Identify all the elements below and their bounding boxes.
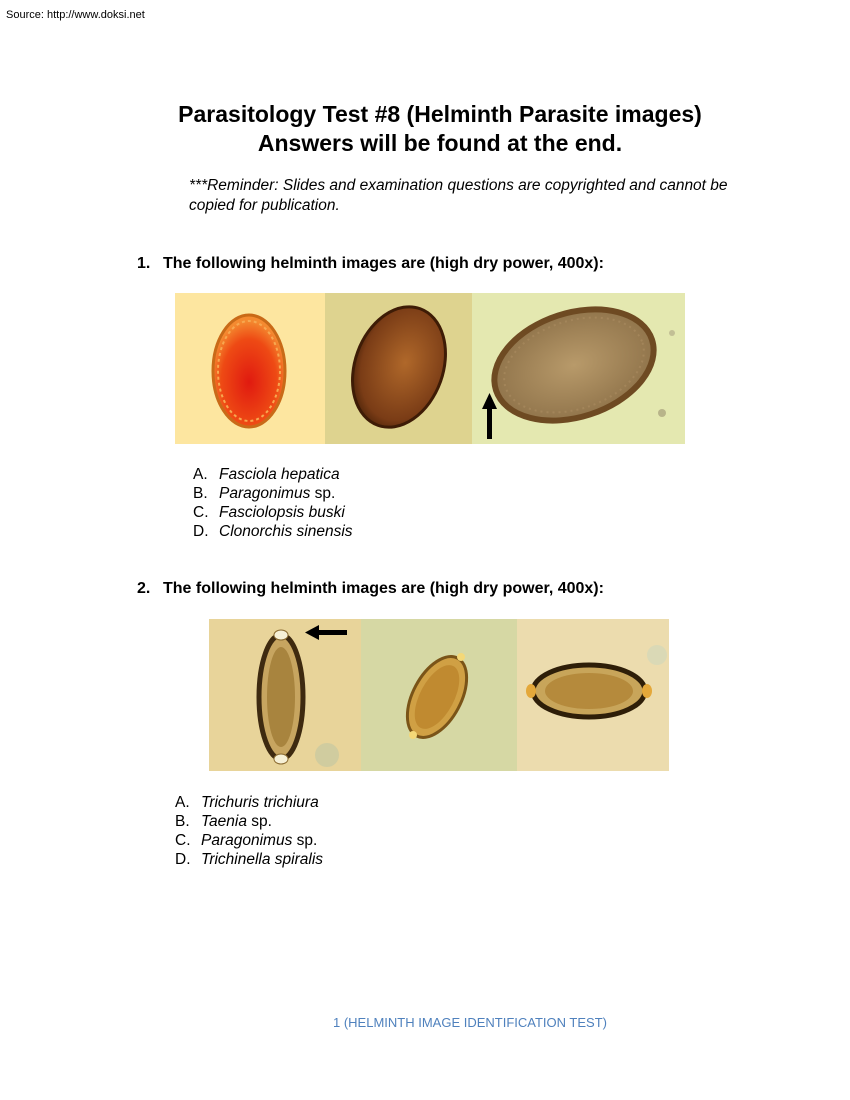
page-title — [0, 100, 850, 158]
micrograph-2a — [209, 619, 361, 771]
micrograph-1a — [175, 293, 325, 444]
question-2-options — [175, 793, 323, 869]
micrograph-1c — [472, 293, 685, 444]
question-2-prompt: The following helminth images are (high dry power, 400x): — [163, 580, 604, 597]
page-footer: 1 (HELMINTH IMAGE IDENTIFICATION TEST) — [333, 1015, 607, 1030]
question-1 — [137, 255, 604, 273]
title-line-1: Parasitology Test #8 (Helminth Parasite images) — [178, 101, 702, 127]
list-item[interactable]: C. Fasciolopsis buski — [193, 504, 345, 521]
micrograph-1b — [325, 293, 472, 444]
list-item[interactable]: C. Paragonimus sp. — [175, 832, 318, 849]
micrograph-2c — [517, 619, 669, 771]
question-1-images — [175, 293, 685, 444]
question-2-images — [209, 619, 669, 771]
copyright-reminder: ***Reminder: Slides and examination questions are copyrighted and cannot be copied for publication. — [189, 177, 728, 214]
list-item[interactable]: A. Trichuris trichiura — [175, 794, 319, 811]
list-item[interactable]: D. Trichinella spiralis — [175, 851, 324, 868]
question-2 — [137, 580, 604, 598]
question-2-number: 2. — [137, 580, 151, 597]
question-1-options — [193, 465, 353, 541]
list-item[interactable]: B. Paragonimus sp. — [193, 485, 336, 502]
list-item[interactable]: D. Clonorchis sinensis — [193, 523, 353, 540]
question-1-number: 1. — [137, 255, 151, 272]
source-line: Source: http://www.doksi.net — [6, 9, 145, 21]
question-1-prompt: The following helminth images are (high dry power, 400x): — [163, 255, 604, 272]
list-item[interactable]: A. Fasciola hepatica — [193, 466, 340, 483]
title-line-2: Answers will be found at the end. — [257, 130, 623, 156]
micrograph-2b — [361, 619, 517, 771]
list-item[interactable]: B. Taenia sp. — [175, 813, 272, 830]
